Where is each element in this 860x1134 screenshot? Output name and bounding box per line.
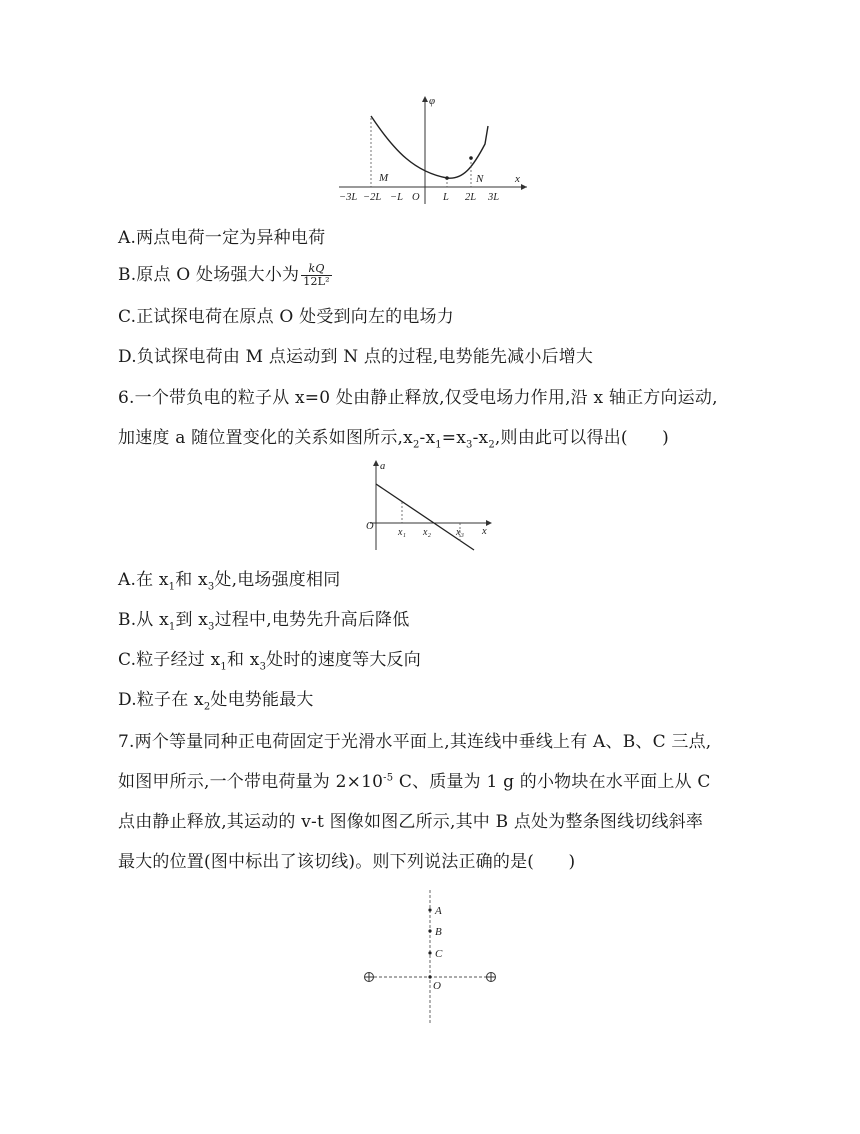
origin-label: O (366, 521, 374, 532)
tick-3L: 3L (488, 192, 500, 203)
x1-label: x₁ (398, 527, 406, 538)
q5-option-a: A.两点电荷一定为异种电荷 (118, 228, 326, 248)
q5-option-c: C.正试探电荷在原点 O 处受到向左的电场力 (118, 307, 454, 327)
fraction: $\frac{kQ}{\text{12L²}}$ (303, 262, 330, 288)
x-axis-label: x (515, 173, 520, 185)
point-b-label: B (435, 926, 442, 938)
point-a-label: A (435, 905, 442, 917)
q6-stem-line2: 加速度 a 随位置变化的关系如图所示$,x_2-x_1=x_3-x_2$,则由此可以得出( ) (118, 428, 669, 451)
q6-option-c: C.粒子经过 $x_1$和 $x_3$处时的速度等大反向 (118, 650, 421, 673)
phi-x-graph (335, 92, 535, 210)
point-o-label: O (433, 980, 441, 992)
point-n-label: N (476, 173, 484, 185)
x3-label: x₃ (456, 527, 464, 538)
q6-option-b: B.从 $x_1$到 $x_3$过程中,电势先升高后降低 (118, 610, 410, 633)
q6-stem-line1: 6.一个带负电的粒子从 x=0 处由静止释放,仅受电场力作用,沿 x 轴正方向运动, (118, 388, 718, 408)
y-axis-label: φ (429, 95, 436, 107)
q6-option-d: D.粒子在 $x_2$处电势能最大 (118, 690, 314, 713)
q5-option-b: B.原点 O 处场强大小为 $\frac{kQ}{\text{12L²}}$ (118, 262, 330, 288)
q7-stem-line2: 如图甲所示,一个带电荷量为 $2\times 10^{-5}$ C、质量为 1 g 的小物块在水平面上从 C (118, 772, 711, 792)
point-c-label: C (435, 948, 443, 960)
point-m-label: M (379, 172, 389, 184)
tick-neg3L: −3L (339, 192, 358, 203)
a-x-graph (362, 456, 497, 556)
q5-option-d: D.负试探电荷由 M 点运动到 N 点的过程,电势能先减小后增大 (118, 347, 594, 367)
q6-option-a: A.在 $x_1$和 $x_3$处,电场强度相同 (118, 570, 341, 593)
x-axis-label-2: x (482, 526, 487, 537)
tick-neg2L: −2L (363, 192, 382, 203)
x2-label: x₂ (423, 527, 431, 538)
a-axis-label: a (380, 461, 386, 472)
q7-stem-line1: 7.两个等量同种正电荷固定于光滑水平面上,其连线中垂线上有 A、B、C 三点, (118, 732, 712, 752)
tick-negL: −L (390, 192, 403, 203)
charges-diagram (355, 890, 505, 1030)
tick-2L: 2L (465, 192, 477, 203)
q7-stem-line3: 点由静止释放,其运动的 v-t 图像如图乙所示,其中 B 点处为整条图线切线斜率 (118, 812, 704, 832)
q7-stem-line4: 最大的位置(图中标出了该切线)。则下列说法正确的是( ) (118, 852, 576, 872)
tick-origin: O (412, 192, 420, 203)
tick-L: L (443, 192, 449, 203)
